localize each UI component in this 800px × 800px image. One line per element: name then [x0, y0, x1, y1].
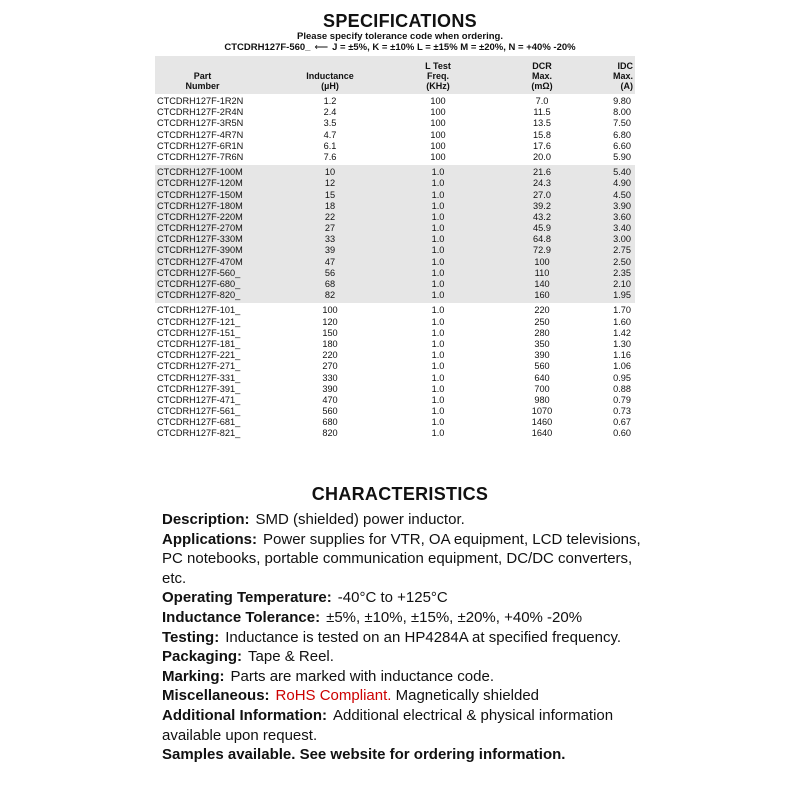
- idc-cell: 5.40: [613, 167, 631, 178]
- inductance-cell: 33: [324, 234, 336, 245]
- test-freq-cell: 1.0: [431, 316, 445, 327]
- part-number-cell: CTCDRH127F-681_: [157, 417, 241, 428]
- test-freq-cell: 1.0: [431, 428, 445, 439]
- table-row: [155, 212, 635, 223]
- applications-line: [162, 530, 642, 589]
- table-row: [155, 406, 635, 417]
- table-row: [155, 107, 635, 118]
- dcr-cell: 350: [534, 338, 550, 349]
- dcr-cell: 560: [534, 361, 550, 372]
- dcr-cell: 11.5: [533, 107, 551, 118]
- idc-cell: 1.30: [613, 338, 631, 349]
- idc-cell: 1.42: [613, 327, 631, 338]
- test-freq-cell: 1.0: [431, 167, 445, 178]
- part-number-cell: CTCDRH127F-4R7N: [157, 129, 244, 140]
- rohs-compliant-text: RoHS Compliant.: [275, 687, 392, 705]
- testing-line: [162, 628, 642, 648]
- header-l-test-freq: L Test Freq. (KHz): [425, 61, 451, 91]
- table-row: [155, 339, 635, 350]
- inductance-cell: 150: [322, 327, 338, 338]
- table-row: [155, 178, 635, 189]
- table-row-group: [155, 303, 635, 441]
- additional-information-line: [162, 706, 642, 745]
- part-number-cell: CTCDRH127F-6R1N: [157, 140, 244, 151]
- test-freq-cell: 100: [430, 140, 446, 151]
- inductance-cell: 560: [322, 406, 338, 417]
- characteristics-body: [162, 510, 642, 765]
- table-row: [155, 223, 635, 234]
- dcr-cell: 39.2: [533, 200, 551, 211]
- inductance-cell: 22: [324, 211, 336, 222]
- test-freq-cell: 1.0: [431, 223, 445, 234]
- inductance-tolerance-label: Inductance Tolerance:: [162, 608, 321, 626]
- table-row-group: [155, 94, 635, 165]
- inductance-cell: 68: [324, 279, 336, 289]
- idc-cell: 4.90: [613, 178, 631, 189]
- inductance-cell: 330: [322, 372, 338, 383]
- idc-cell: 9.80: [613, 96, 631, 106]
- test-freq-cell: 100: [430, 107, 446, 118]
- table-row: [155, 190, 635, 201]
- header-part-number: Part Number: [185, 71, 220, 91]
- inductance-cell: 390: [322, 383, 338, 394]
- part-number-cell: CTCDRH127F-820_: [157, 290, 241, 301]
- test-freq-cell: 1.0: [431, 417, 445, 428]
- description-line: [162, 510, 642, 530]
- header-inductance: Inductance (µH): [306, 71, 354, 91]
- idc-cell: 2.35: [613, 267, 631, 278]
- part-number-cell: CTCDRH127F-221_: [157, 350, 241, 361]
- table-row: [155, 305, 635, 316]
- dcr-cell: 27.0: [533, 189, 551, 200]
- miscellaneous-label: Miscellaneous:: [162, 687, 270, 705]
- dcr-cell: 140: [534, 279, 550, 289]
- inductance-cell: 6.1: [323, 140, 337, 151]
- part-number-cell: CTCDRH127F-330M: [157, 234, 243, 245]
- table-row: [155, 245, 635, 256]
- test-freq-cell: 1.0: [431, 305, 445, 316]
- idc-cell: 1.16: [613, 350, 631, 361]
- specifications-title: SPECIFICATIONS: [323, 11, 477, 31]
- marking-label: Marking:: [162, 667, 225, 685]
- part-number-cell: CTCDRH127F-680_: [157, 279, 241, 289]
- test-freq-cell: 100: [430, 96, 446, 106]
- idc-cell: 2.50: [613, 256, 631, 267]
- table-row: [155, 428, 635, 439]
- table-row: [155, 201, 635, 212]
- table-row: [155, 279, 635, 290]
- dcr-cell: 100: [534, 256, 550, 267]
- dcr-cell: 24.3: [533, 178, 551, 189]
- dcr-cell: 700: [534, 383, 550, 394]
- part-number-cell: CTCDRH127F-561_: [157, 406, 241, 417]
- table-row: [155, 96, 635, 107]
- specifications-table: [155, 56, 635, 442]
- inductance-cell: 120: [322, 316, 338, 327]
- order-example: CTCDRH127F-560_: [224, 42, 311, 53]
- part-number-cell: CTCDRH127F-181_: [157, 338, 241, 349]
- inductance-cell: 100: [322, 305, 338, 316]
- idc-cell: 3.60: [613, 211, 631, 222]
- test-freq-cell: 1.0: [431, 394, 445, 405]
- inductance-tolerance-text: ±5%, ±10%, ±15%, ±20%, +40% -20%: [326, 608, 583, 626]
- dcr-cell: 64.8: [533, 234, 551, 245]
- part-number-cell: CTCDRH127F-331_: [157, 372, 241, 383]
- left-arrow-icon: ⟵: [314, 42, 329, 53]
- test-freq-cell: 100: [430, 129, 446, 140]
- idc-cell: 2.75: [613, 245, 631, 256]
- dcr-cell: 20.0: [533, 151, 551, 162]
- inductance-cell: 39: [324, 245, 336, 256]
- inductance-cell: 12: [324, 178, 336, 189]
- part-number-cell: CTCDRH127F-100M: [157, 167, 243, 178]
- part-number-cell: CTCDRH127F-390M: [157, 245, 243, 256]
- description-text: SMD (shielded) power inductor.: [255, 511, 465, 528]
- idc-cell: 0.60: [613, 428, 631, 439]
- test-freq-cell: 1.0: [431, 338, 445, 349]
- packaging-line: [162, 647, 642, 667]
- test-freq-cell: 1.0: [431, 189, 445, 200]
- operating-temperature-text: -40°C to +125°C: [337, 589, 448, 607]
- idc-cell: 6.60: [613, 140, 631, 151]
- additional-information-label: Additional Information:: [162, 706, 327, 724]
- idc-cell: 7.50: [613, 118, 631, 129]
- inductance-cell: 7.6: [323, 151, 337, 162]
- test-freq-cell: 1.0: [431, 350, 445, 361]
- dcr-cell: 43.2: [533, 211, 551, 222]
- idc-cell: 2.10: [613, 279, 631, 289]
- idc-cell: 6.80: [613, 129, 631, 140]
- table-row: [155, 118, 635, 129]
- order-code-line: [0, 42, 800, 53]
- part-number-cell: CTCDRH127F-220M: [157, 211, 243, 222]
- table-row: [155, 317, 635, 328]
- miscellaneous-text: Magnetically shielded: [395, 687, 540, 705]
- test-freq-cell: 100: [430, 151, 446, 162]
- dcr-cell: 250: [534, 316, 550, 327]
- testing-label: Testing:: [162, 628, 220, 646]
- packaging-label: Packaging:: [162, 648, 243, 666]
- part-number-cell: CTCDRH127F-150M: [157, 189, 243, 200]
- table-row: [155, 417, 635, 428]
- part-number-cell: CTCDRH127F-270M: [157, 223, 243, 234]
- table-row: [155, 290, 635, 301]
- test-freq-cell: 1.0: [431, 279, 445, 289]
- applications-text: Power supplies for VTR, OA equipment, LCD televisions, PC notebooks, portable communication equipment, DC/DC converters, etc.: [162, 530, 641, 587]
- part-number-cell: CTCDRH127F-1R2N: [157, 96, 244, 106]
- marking-text: Parts are marked with inductance code.: [230, 667, 494, 685]
- dcr-cell: 17.6: [533, 140, 551, 151]
- header-idc-max: IDC Max. (A): [612, 61, 633, 91]
- dcr-cell: 160: [534, 290, 550, 301]
- test-freq-cell: 1.0: [431, 290, 445, 301]
- idc-cell: 0.95: [613, 372, 631, 383]
- table-body: [155, 94, 635, 442]
- inductance-cell: 56: [324, 267, 336, 278]
- idc-cell: 0.88: [613, 383, 631, 394]
- idc-cell: 8.00: [613, 107, 631, 118]
- dcr-cell: 220: [534, 305, 550, 316]
- table-row: [155, 350, 635, 361]
- part-number-cell: CTCDRH127F-3R5N: [157, 118, 244, 129]
- test-freq-cell: 1.0: [431, 327, 445, 338]
- applications-label: Applications:: [162, 530, 258, 548]
- inductance-cell: 15: [324, 189, 336, 200]
- dcr-cell: 15.8: [533, 129, 551, 140]
- inductance-cell: 270: [322, 361, 338, 372]
- idc-cell: 3.00: [613, 234, 631, 245]
- inductance-cell: 47: [324, 256, 336, 267]
- idc-cell: 4.50: [613, 189, 631, 200]
- idc-cell: 1.70: [613, 305, 631, 316]
- inductance-cell: 820: [322, 428, 338, 439]
- inductance-cell: 82: [324, 290, 336, 301]
- test-freq-cell: 1.0: [431, 245, 445, 256]
- operating-temperature-line: [162, 588, 642, 608]
- table-row: [155, 152, 635, 163]
- part-number-cell: CTCDRH127F-180M: [157, 200, 243, 211]
- part-number-cell: CTCDRH127F-101_: [157, 305, 241, 316]
- inductance-cell: 220: [322, 350, 338, 361]
- dcr-cell: 1640: [531, 428, 553, 439]
- inductance-cell: 4.7: [323, 129, 337, 140]
- part-number-cell: CTCDRH127F-151_: [157, 327, 241, 338]
- dcr-cell: 13.5: [533, 118, 551, 129]
- order-codes: J = ±5%, K = ±10% L = ±15% M = ±20%, N = +40% -20%: [332, 42, 576, 53]
- dcr-cell: 21.6: [533, 167, 551, 178]
- dcr-cell: 280: [534, 327, 550, 338]
- dcr-cell: 72.9: [533, 245, 551, 256]
- testing-text: Inductance is tested on an HP4284A at specified frequency.: [225, 628, 622, 646]
- table-row: [155, 384, 635, 395]
- inductance-cell: 3.5: [323, 118, 337, 129]
- test-freq-cell: 100: [430, 118, 446, 129]
- miscellaneous-line: [162, 686, 642, 706]
- characteristics-title: CHARACTERISTICS: [311, 484, 489, 504]
- idc-cell: 0.67: [613, 417, 631, 428]
- table-row: [155, 328, 635, 339]
- table-row: [155, 234, 635, 245]
- idc-cell: 3.90: [613, 200, 631, 211]
- part-number-cell: CTCDRH127F-2R4N: [157, 107, 244, 118]
- inductance-cell: 680: [322, 417, 338, 428]
- table-row: [155, 361, 635, 372]
- part-number-cell: CTCDRH127F-471_: [157, 394, 241, 405]
- samples-line: Samples available. See website for ordering information.: [162, 746, 566, 764]
- inductance-cell: 180: [322, 338, 338, 349]
- table-header: [155, 56, 635, 94]
- test-freq-cell: 1.0: [431, 406, 445, 417]
- inductance-cell: 1.2: [323, 96, 337, 106]
- dcr-cell: 7.0: [535, 96, 549, 106]
- table-row: [155, 268, 635, 279]
- idc-cell: 1.95: [613, 290, 631, 301]
- idc-cell: 0.73: [613, 406, 631, 417]
- idc-cell: 1.06: [613, 361, 631, 372]
- part-number-cell: CTCDRH127F-560_: [157, 267, 241, 278]
- idc-cell: 0.79: [613, 394, 631, 405]
- dcr-cell: 390: [534, 350, 550, 361]
- part-number-cell: CTCDRH127F-821_: [157, 428, 241, 439]
- packaging-text: Tape & Reel.: [248, 648, 334, 666]
- operating-temperature-label: Operating Temperature:: [162, 589, 332, 607]
- table-row-group: [155, 165, 635, 303]
- test-freq-cell: 1.0: [431, 267, 445, 278]
- test-freq-cell: 1.0: [431, 361, 445, 372]
- test-freq-cell: 1.0: [431, 211, 445, 222]
- table-row: [155, 395, 635, 406]
- part-number-cell: CTCDRH127F-271_: [157, 361, 241, 372]
- dcr-cell: 1460: [531, 417, 553, 428]
- part-number-cell: CTCDRH127F-121_: [157, 316, 241, 327]
- inductance-cell: 10: [324, 167, 336, 178]
- table-row: [155, 130, 635, 141]
- additional-information-text: Additional electrical & physical information available upon request.: [162, 706, 614, 744]
- part-number-cell: CTCDRH127F-391_: [157, 383, 241, 394]
- dcr-cell: 640: [534, 372, 550, 383]
- marking-line: [162, 667, 642, 687]
- description-label: Description:: [162, 511, 250, 528]
- part-number-cell: CTCDRH127F-470M: [157, 256, 243, 267]
- header-dcr-max: DCR Max. (mΩ): [531, 61, 553, 91]
- inductance-cell: 27: [324, 223, 336, 234]
- idc-cell: 5.90: [613, 151, 631, 162]
- test-freq-cell: 1.0: [431, 178, 445, 189]
- inductance-cell: 18: [324, 200, 336, 211]
- dcr-cell: 45.9: [533, 223, 551, 234]
- table-row: [155, 257, 635, 268]
- idc-cell: 3.40: [613, 223, 631, 234]
- test-freq-cell: 1.0: [431, 200, 445, 211]
- table-row: [155, 141, 635, 152]
- part-number-cell: CTCDRH127F-120M: [157, 178, 243, 189]
- test-freq-cell: 1.0: [431, 383, 445, 394]
- inductance-cell: 470: [322, 394, 338, 405]
- part-number-cell: CTCDRH127F-7R6N: [157, 151, 244, 162]
- table-row: [155, 167, 635, 178]
- dcr-cell: 110: [534, 267, 550, 278]
- inductance-tolerance-line: [162, 608, 642, 628]
- idc-cell: 1.60: [613, 316, 631, 327]
- table-row: [155, 373, 635, 384]
- dcr-cell: 980: [534, 394, 550, 405]
- tolerance-note: Please specify tolerance code when ordering.: [297, 31, 503, 42]
- test-freq-cell: 1.0: [431, 256, 445, 267]
- dcr-cell: 1070: [531, 406, 553, 417]
- test-freq-cell: 1.0: [431, 372, 445, 383]
- inductance-cell: 2.4: [323, 107, 337, 118]
- test-freq-cell: 1.0: [431, 234, 445, 245]
